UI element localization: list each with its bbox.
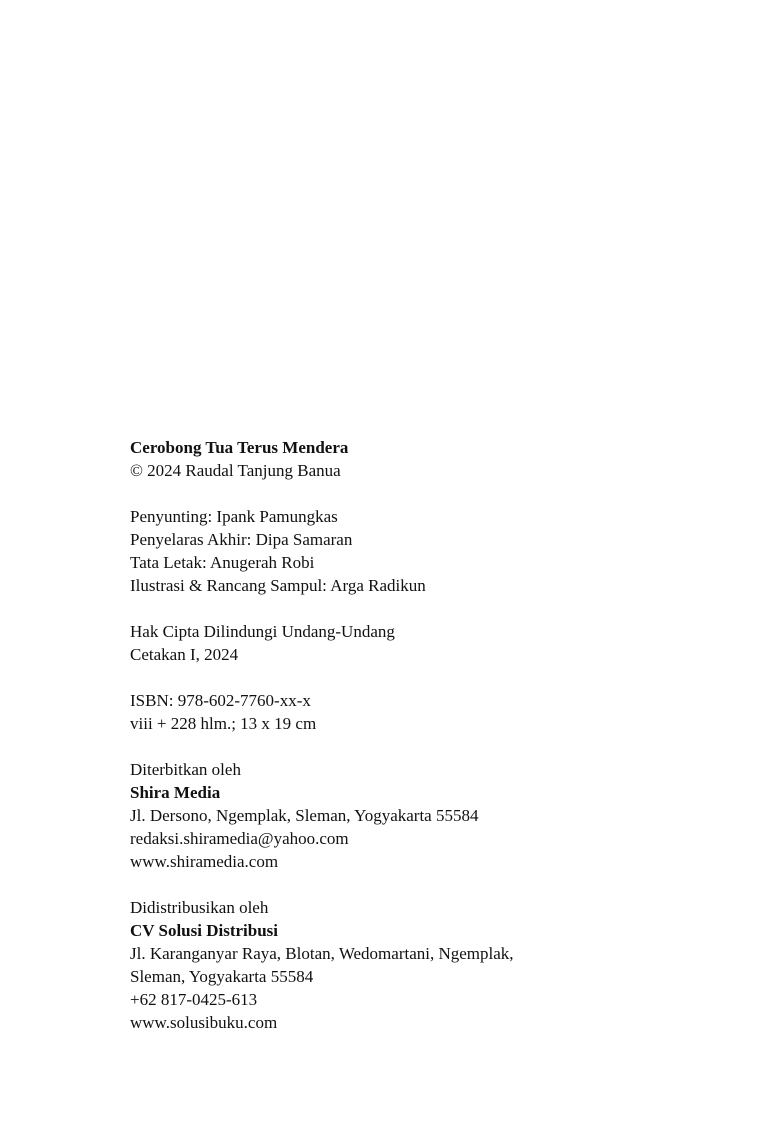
book-title: Cerobong Tua Terus Mendera [130,438,349,457]
edition-line: Cetakan I, 2024 [130,645,239,664]
spacer [130,482,690,505]
colophon [130,436,690,1034]
pages-size-line: viii + 228 hlm.; 13 x 19 cm [130,714,317,733]
spacer [130,666,690,689]
proofreader-credit: Penyelaras Akhir: Dipa Samaran [130,530,353,549]
spacer [130,873,690,896]
copyright-line: © 2024 Raudal Tanjung Banua [130,461,341,480]
rights-notice: Hak Cipta Dilindungi Undang-Undang [130,622,395,641]
publisher-email: redaksi.shiramedia@yahoo.com [130,829,349,848]
editor-credit: Penyunting: Ipank Pamungkas [130,507,338,526]
distributor-address-line2: Sleman, Yogyakarta 55584 [130,967,314,986]
distributor-name: CV Solusi Distribusi [130,921,279,940]
distributor-address-line1: Jl. Karanganyar Raya, Blotan, Wedomartani, Ngemplak, [130,944,514,963]
spacer [130,735,690,758]
publisher-intro: Diterbitkan oleh [130,760,241,779]
distributor-phone: +62 817-0425-613 [130,990,258,1009]
isbn-line: ISBN: 978-602-7760-xx-x [130,691,311,710]
publisher-address: Jl. Dersono, Ngemplak, Sleman, Yogyakarta 55584 [130,806,479,825]
publisher-website: www.shiramedia.com [130,852,279,871]
publisher-name: Shira Media [130,783,221,802]
distributor-intro: Didistribusikan oleh [130,898,269,917]
cover-credit: Ilustrasi & Rancang Sampul: Arga Radikun [130,576,426,595]
layout-credit: Tata Letak: Anugerah Robi [130,553,315,572]
distributor-website: www.solusibuku.com [130,1013,278,1032]
spacer [130,597,690,620]
